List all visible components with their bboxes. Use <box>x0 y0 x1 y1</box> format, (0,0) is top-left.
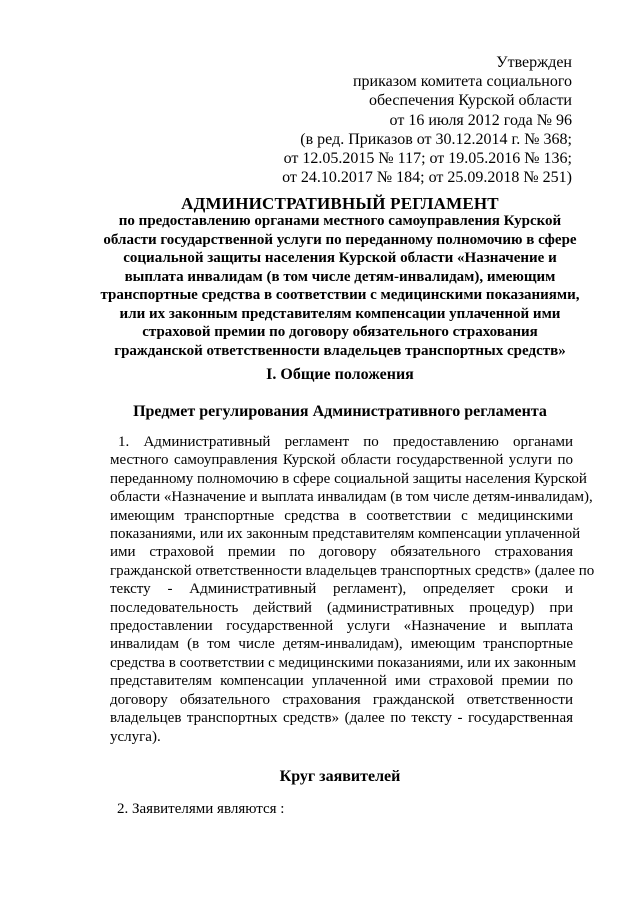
approval-line: от 16 июля 2012 года № 96 <box>389 111 572 129</box>
subtitle-line: или их законным представителям компенсации уплаченной ими <box>119 305 561 322</box>
paragraph-line: предоставлении государственной услуги «Назначение и выплата <box>110 618 573 635</box>
paragraph-line: последовательность действий (административных процедур) при <box>110 599 573 616</box>
subtitle-line: выплата инвалидам (в том числе детям-инвалидам), имеющим <box>124 268 556 285</box>
paragraph-2: 2. Заявителями являются : <box>117 801 285 817</box>
subtitle-line: области государственной услуги по переданному полномочию в сфере <box>103 231 577 248</box>
paragraph-line: области «Назначение и выплата инвалидам (в том числе детям-инвалидам), <box>110 489 593 506</box>
subtitle-line: страховой премии по договору обязательного страхования <box>142 324 538 340</box>
approval-stamp <box>282 53 572 187</box>
subtitle-line: гражданской ответственности владельцев транспортных средств» <box>114 342 566 359</box>
section-subheading-subject: Предмет регулирования Административного регламента <box>133 403 547 420</box>
paragraph-line: показаниями, или их законным представителям компенсации уплаченной <box>110 526 581 543</box>
paragraph-line: услуга). <box>110 728 161 745</box>
paragraph-line: 1. Административный регламент по предоставлению органами <box>118 434 573 450</box>
paragraph-line: имеющим транспортные средства в соответствии с медицинскими <box>110 507 573 524</box>
paragraph-line: представителям компенсации уплаченной ими страховой премии по <box>110 673 573 690</box>
subtitle-line: транспортные средства в соответствии с медицинскими показаниями, <box>100 287 580 303</box>
section-heading-general: I. Общие положения <box>266 366 414 383</box>
document-title: АДМИНИСТРАТИВНЫЙ РЕГЛАМЕНТ <box>181 194 499 213</box>
paragraph-line: средства в соответствии с медицинскими показаниями, или их законным <box>110 654 577 671</box>
approval-line: от 12.05.2015 № 117; от 19.05.2016 № 136; <box>283 150 572 168</box>
approval-line: (в ред. Приказов от 30.12.2014 г. № 368; <box>300 130 572 148</box>
paragraph-line: владельцев транспортных средств» (далее по тексту - государственная <box>110 710 573 727</box>
document-subtitle <box>92 212 588 360</box>
paragraph-line: местного самоуправления Курской области государственной услуги по <box>110 452 573 469</box>
approval-line: от 24.10.2017 № 184; от 25.09.2018 № 251) <box>282 169 572 187</box>
paragraph-line: тексту - Административный регламент), определяет сроки и <box>110 581 573 598</box>
paragraph-line: гражданской ответственности владельцев транспортных средств» (далее по <box>110 562 595 579</box>
paragraph-1 <box>110 433 595 746</box>
paragraph-line: инвалидам (в том числе детям-инвалидам), имеющим транспортные <box>110 636 573 653</box>
subtitle-line: по предоставлению органами местного самоуправления Курской <box>118 213 562 229</box>
approval-line: обеспечения Курской области <box>368 92 572 110</box>
approval-line: приказом комитета социального <box>352 73 572 91</box>
paragraph-line: ими страховой премии по договору обязательного страхования <box>110 544 573 561</box>
paragraph-line: переданному полномочию в сфере социальной защиты населения Курской <box>110 470 587 487</box>
section-heading-applicants: Круг заявителей <box>279 768 401 785</box>
approval-line: Утвержден <box>496 54 572 71</box>
subtitle-line: социальной защиты населения Курской области «Назначение и <box>123 250 557 266</box>
paragraph-line: договору обязательного страхования гражданской ответственности <box>110 691 573 708</box>
